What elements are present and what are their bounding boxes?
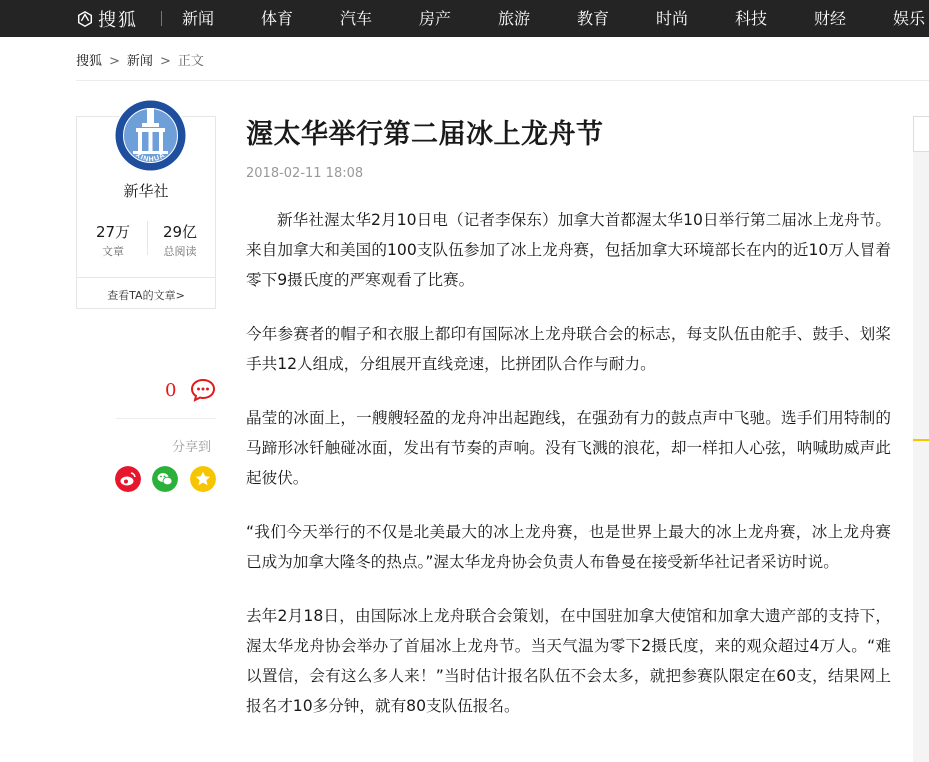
nav-divider xyxy=(161,11,162,26)
breadcrumb-news[interactable]: 新闻 xyxy=(126,54,153,69)
author-card xyxy=(76,116,216,309)
xinhua-logo-icon xyxy=(114,99,187,172)
article-paragraph: 去年2月18日，由国际冰上龙舟联合会策划，在中国驻加拿大使馆和加拿大遗产部的支持下，渥太华龙舟协会举办了首届冰上龙舟节。当天气温为零下2摄氏度，来的观众超过4万人。“难以置信，会有这么多人来！”当时估计报名队伍不会太多，就把参赛队限定在60支，结果网上报名才10多分钟，就有80支队伍报名。 xyxy=(246,607,891,715)
article-paragraph: “我们今天举行的不仅是北美最大的冰上龙舟赛，也是世界上最大的冰上龙舟赛，冰上龙舟赛已成为加拿大隆冬的热点。”渥太华龙舟协会负责人布鲁曼在接受新华社记者采访时说。 xyxy=(246,523,891,571)
articles-count: 27万 xyxy=(95,223,131,241)
article-paragraph: 新华社渥太华2月10日电（记者李保东）加拿大首都渥太华10日举行第二届冰上龙舟节。来自加拿大和美国的100支队伍参加了冰上龙舟赛，包括加拿大环境部长在内的近10万人冒着零下9摄氏度的严寒观看了比赛。 xyxy=(246,211,891,289)
breadcrumb-separator: > xyxy=(109,54,120,69)
stat-reads xyxy=(150,221,210,259)
top-nav xyxy=(0,0,929,37)
weibo-icon[interactable] xyxy=(115,466,141,492)
author-avatar[interactable] xyxy=(114,99,187,172)
favorite-icon[interactable] xyxy=(190,466,216,492)
nav-item-sports[interactable]: 体育 xyxy=(261,9,294,28)
stat-divider xyxy=(147,221,148,255)
share-label: 分享到 xyxy=(172,440,212,455)
article-paragraph: 今年参赛者的帽子和衣服上都印有国际冰上龙舟联合会的标志，每支队伍由舵手、鼓手、划桨手共12人组成，分组展开直线竞速，比拼团队合作与耐力。 xyxy=(246,325,891,373)
nav-item-fashion[interactable]: 时尚 xyxy=(656,9,689,28)
breadcrumb-home[interactable]: 搜狐 xyxy=(76,54,103,69)
nav-item-house[interactable]: 房产 xyxy=(419,9,452,28)
articles-label: 文章 xyxy=(102,245,124,258)
breadcrumb-separator: > xyxy=(159,54,171,69)
nav-item-news[interactable]: 新闻 xyxy=(182,9,215,28)
author-name[interactable]: 新华社 xyxy=(123,182,169,200)
nav-item-travel[interactable]: 旅游 xyxy=(498,9,531,28)
breadcrumb-divider xyxy=(76,80,929,81)
comment-icon[interactable] xyxy=(190,378,216,402)
reads-label: 总阅读 xyxy=(163,245,197,258)
article-timestamp: 2018-02-11 18:08 xyxy=(246,166,364,181)
reads-count: 29亿 xyxy=(162,223,198,241)
right-sidebar xyxy=(913,152,929,762)
logo-text: 搜狐 xyxy=(98,9,138,31)
right-sidebar-accent xyxy=(913,439,929,441)
comment-count[interactable]: 0 xyxy=(165,380,177,401)
article-paragraph: 晶莹的冰面上，一艘艘轻盈的龙舟冲出起跑线，在强劲有力的鼓点声中飞驰。选手们用特制的马蹄形冰钎触碰冰面，发出有节奏的声响。没有飞溅的浪花，却一样扣人心弦，呐喊助威声此起彼伏。 xyxy=(246,409,891,487)
stat-articles xyxy=(83,221,143,259)
article-body xyxy=(246,205,891,745)
nav-item-finance[interactable]: 财经 xyxy=(814,9,847,28)
share-divider xyxy=(116,418,216,419)
nav-item-education[interactable]: 教育 xyxy=(577,9,610,28)
breadcrumb xyxy=(76,50,204,69)
fox-icon xyxy=(76,10,94,28)
card-divider xyxy=(77,277,215,278)
breadcrumb-current: 正文 xyxy=(177,54,204,69)
view-author-articles-link[interactable]: 查看TA的文章> xyxy=(107,289,185,302)
right-sidebar-box[interactable] xyxy=(913,116,929,152)
article-title: 渥太华举行第二届冰上龙舟节 xyxy=(246,119,604,150)
nav-item-entertainment[interactable]: 娱乐 xyxy=(893,9,926,28)
sohu-logo[interactable] xyxy=(76,0,138,37)
nav-item-tech[interactable]: 科技 xyxy=(735,9,768,28)
nav-item-auto[interactable]: 汽车 xyxy=(340,9,373,28)
xinhua-logo-text: XINHUA xyxy=(134,151,167,164)
wechat-icon[interactable] xyxy=(152,466,178,492)
